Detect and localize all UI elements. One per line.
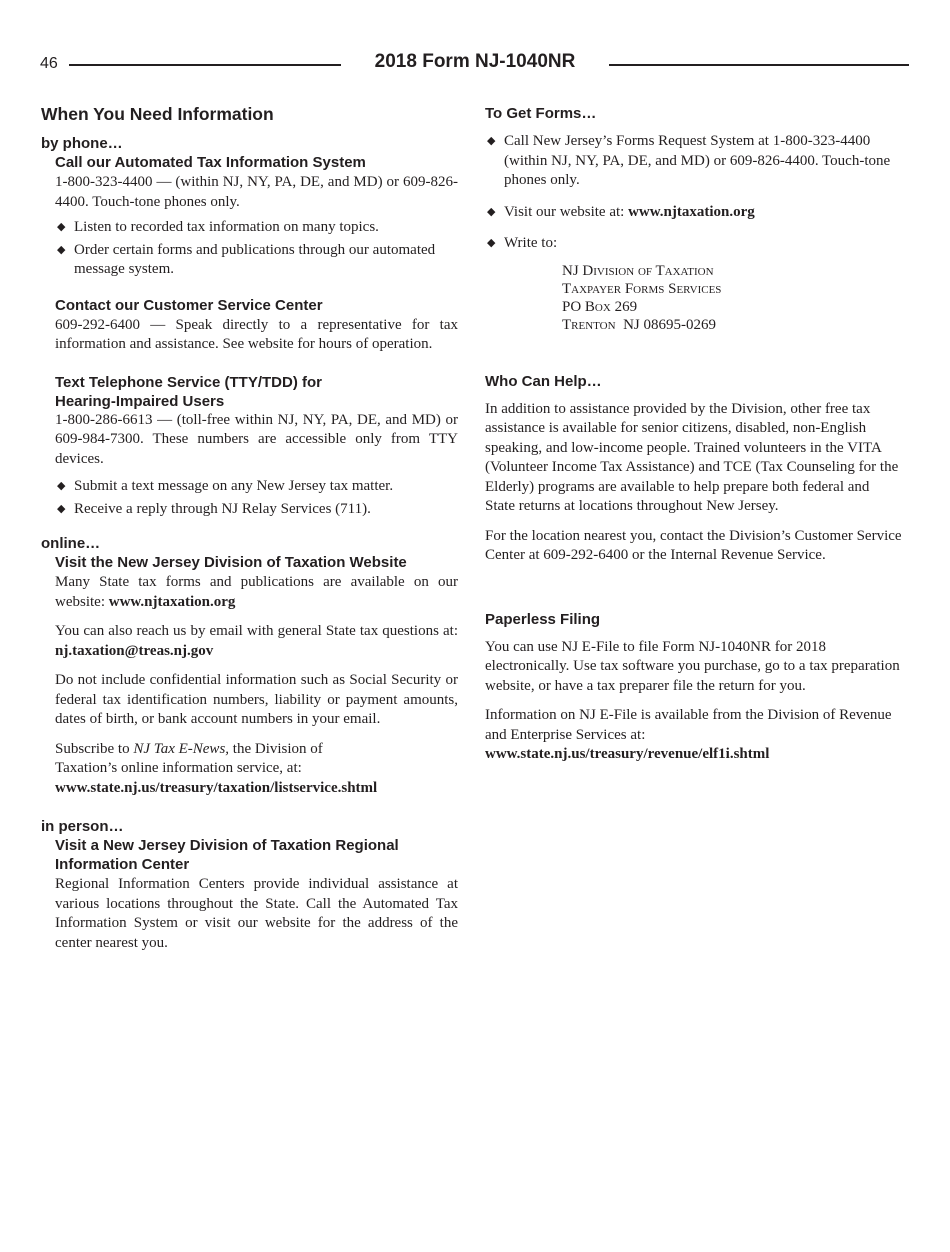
list-item: ◆ Order certain forms and publications through our automated message system.: [57, 241, 436, 277]
diamond-bullet-icon: ◆: [487, 237, 496, 249]
newsletter-name: NJ Tax E-News,: [133, 740, 230, 757]
tty-block: [41, 373, 458, 470]
customer-service-text: 609-292-6400 — Speak directly to a representative for tax information and assistance. See website for hours of operation.: [55, 316, 458, 352]
subscribe-paragraph: Subscribe to NJ Tax E-News, the Division of Taxation’s online information service, at: www.state.nj.us/treasury/taxation/listservice.shtml: [55, 740, 378, 796]
diamond-bullet-icon: ◆: [487, 135, 496, 147]
confidential-paragraph: Do not include confidential information such as Social Security or federal tax identification numbers, liability or payment amounts, dates of birth, or bank account numbers in your email.: [55, 672, 458, 727]
mailing-address: [485, 262, 902, 334]
customer-service-block: [41, 296, 458, 355]
website-link[interactable]: www.njtaxation.org: [628, 203, 755, 220]
tty-bullets: [41, 477, 458, 519]
listservice-link[interactable]: www.state.nj.us/treasury/taxation/listservice.shtml: [55, 779, 378, 796]
address-line: NJ Division of Taxation: [562, 262, 714, 279]
tty-title-line2: Hearing-Impaired Users: [55, 392, 225, 410]
website-paragraph: Many State tax forms and publications are available on our website: www.njtaxation.org: [55, 574, 458, 610]
diamond-bullet-icon: ◆: [57, 221, 66, 233]
tty-title-line1: Text Telephone Service (TTY/TDD) for: [55, 373, 322, 391]
right-column: [485, 103, 902, 765]
address-line: Taxpayer Forms Services: [562, 280, 722, 297]
regional-center-text: Regional Information Centers provide individual assistance at various locations throughout the State. Call the Automated Tax Information System or visit our website for the address of the center nearest you.: [55, 876, 458, 951]
page-number: 46: [40, 55, 58, 72]
website-title: Visit the New Jersey Division of Taxation Website: [55, 554, 407, 571]
diamond-bullet-icon: ◆: [57, 480, 66, 492]
paperless-filing-title: Paperless Filing: [485, 610, 601, 628]
website-link[interactable]: www.njtaxation.org: [108, 593, 236, 610]
list-item: ◆ Write to:: [485, 234, 902, 254]
email-paragraph: You can also reach us by email with general State tax questions at: nj.taxation@treas.nj.gov: [55, 623, 458, 659]
online-block: [41, 553, 458, 798]
regional-center-title: Visit a New Jersey Division of Taxation Regional Information Center: [55, 837, 399, 873]
in-person-heading: in person…: [41, 818, 124, 835]
diamond-bullet-icon: ◆: [487, 205, 496, 218]
list-item: ◆ Visit our website at: www.njtaxation.org: [485, 203, 902, 223]
in-person-block: [41, 836, 458, 953]
online-heading: online…: [41, 535, 101, 552]
help-paragraph-1: In addition to assistance provided by the Division, other free tax assistance is available for senior citizens, disabled, non-English speaking, and low-income people. Trained volunteers in the VITA (Volunteer Income Tax Assistance) and TCE (Tax Counseling for the Elderly) programs are available to help prepare both federal and State returns at locations throughout New Jersey.: [485, 400, 899, 514]
paperless-paragraph-2: Information on NJ E-File is available from the Division of Revenue and Enterprise Services at: www.state.nj.us/treasury/revenue/elf1i.shtml: [485, 707, 892, 762]
section-title: When You Need Information: [41, 104, 274, 124]
automated-system-title: Call our Automated Tax Information System: [55, 154, 366, 171]
automated-system-bullets: [41, 218, 458, 280]
automated-system-block: [41, 153, 458, 212]
paperless-paragraph-1: You can use NJ E-File to file Form NJ-1040NR for 2018 electronically. Use tax software you purchase, go to a tax preparation website, or have a tax preparer file the return for you.: [485, 638, 900, 694]
customer-service-title: Contact our Customer Service Center: [55, 296, 323, 314]
get-forms-bullets: [485, 132, 902, 254]
efile-link[interactable]: www.state.nj.us/treasury/revenue/elf1i.shtml: [485, 746, 770, 762]
form-title-text: 2018 Form NJ-1040NR: [369, 51, 582, 72]
address-line: Trenton NJ 08695-0269: [562, 316, 716, 333]
tty-text: 1-800-286-6613 — (toll-free within NJ, NY, PA, DE, and MD) or 609-984-7300. These numbers are accessible only from TTY devices.: [55, 411, 458, 467]
address-line: PO Box 269: [562, 298, 638, 315]
form-title: [0, 51, 950, 73]
who-can-help-title: Who Can Help…: [485, 372, 602, 390]
list-item: ◆ Submit a text message on any New Jersey tax matter.: [55, 477, 458, 497]
diamond-bullet-icon: ◆: [57, 243, 66, 256]
left-column: [41, 103, 458, 953]
automated-system-text: 1-800-323-4400 — (within NJ, NY, PA, DE, and MD) or 609-826-4400. Touch-tone phones only.: [55, 174, 458, 210]
list-item: ◆ Receive a reply through NJ Relay Services (711).: [55, 500, 458, 520]
diamond-bullet-icon: ◆: [57, 502, 66, 515]
email-link[interactable]: nj.taxation@treas.nj.gov: [55, 642, 214, 659]
help-paragraph-2: For the location nearest you, contact the Division’s Customer Service Center at 609-292-6400 or the Internal Revenue Service.: [485, 527, 902, 563]
by-phone-heading: by phone…: [41, 135, 123, 152]
get-forms-title: To Get Forms…: [485, 105, 597, 122]
list-item: ◆ Listen to recorded tax information on many topics.: [55, 218, 458, 238]
list-item: ◆ Call New Jersey’s Forms Request System at 1-800-323-4400 (within NJ, NY, PA, DE, and MD) or 609-826-4400. Touch-tone phones only.: [487, 133, 891, 188]
